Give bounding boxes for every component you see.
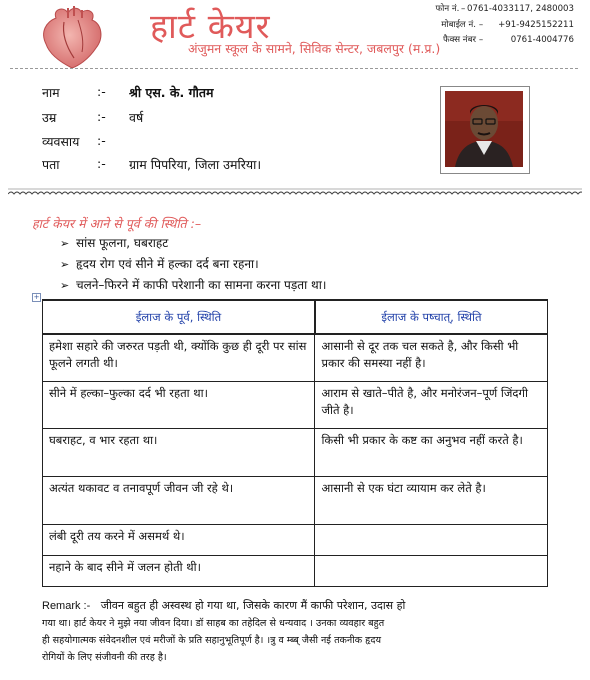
contact-block <box>404 2 574 49</box>
arrow-bullet-icon: ➢ <box>60 237 70 250</box>
field-value: वर्ष <box>129 110 144 125</box>
contact-phone: फोन नं. – 0761-4033117, 2480003 <box>404 2 574 18</box>
brand-title: हार्ट केयर <box>150 7 271 47</box>
bullet-text: हृदय रोग एवं सीने में हल्का दर्द बना रहना। <box>76 257 259 271</box>
remark-line-2: गया था। हार्ट केयर ने मुझे नया जीवन दिया। डॉ साहब का तहेदिल से धन्यवाद । उनका व्यवहार बहुत <box>42 618 385 629</box>
status-title: हार्ट केयर में आने से पूर्व की स्थिति :– <box>32 216 202 231</box>
field-value: श्री एस. के. गौतम <box>129 85 214 100</box>
brand-address: अंजुमन स्कूल के सामने, सिविक सेन्टर, जबलपुर (म.प्र.) <box>188 41 441 56</box>
remark-line-4: रोगियों के लिए संजीवनी की तरह है। <box>42 652 167 663</box>
heart-logo <box>38 4 108 70</box>
arrow-bullet-icon: ➢ <box>60 279 70 292</box>
remark-label: Remark :- <box>42 600 91 612</box>
table-cell <box>315 524 548 555</box>
table-cell: आराम से खाते–पीते है, और मनोरंजन–पूर्ण जिंदगी जीते है। <box>315 381 548 428</box>
column-header-after: ईलाज के पष्चात्, स्थिति <box>315 300 548 334</box>
table-cell <box>315 555 548 586</box>
remark-line-1: जीवन बहुत ही अस्वस्थ हो गया था, जिसके कारण मैं काफी परेशान, उदास हो <box>100 599 406 612</box>
bullet-item <box>60 254 326 275</box>
table-row <box>43 381 548 428</box>
contact-label: मोबाईल नं. <box>441 19 476 30</box>
contact-value: 0761-4004776 <box>510 35 574 45</box>
field-sep: :- <box>97 156 106 171</box>
table-move-handle-icon[interactable]: + <box>33 293 40 301</box>
field-label: उम्र <box>42 110 57 125</box>
header-rule <box>10 68 578 69</box>
field-sep: :- <box>97 133 106 148</box>
contact-value: 0761-4033117, 2480003 <box>467 4 574 14</box>
contact-label: फोन नं. <box>435 4 460 14</box>
table-cell: सीने में हल्का–फुल्का दर्द भी रहता था। <box>43 381 315 428</box>
bullet-text: सांस फूलना, घबराहट <box>76 236 169 250</box>
status-bullets <box>60 233 326 296</box>
arrow-bullet-icon: ➢ <box>60 258 70 271</box>
bullet-text: चलने–फिरने में काफी परेशानी का सामना करना पड़ता था। <box>76 278 327 292</box>
field-sep: :- <box>97 109 106 124</box>
ornamental-divider <box>8 186 582 198</box>
patient-photo-frame <box>440 86 530 174</box>
table-cell: किसी भी प्रकार के कष्ट का अनुभव नहीं करते है। <box>315 428 548 476</box>
bullet-item <box>60 233 326 254</box>
table-header-row <box>43 300 548 334</box>
remark-line-3: ही सहयोगात्मक संवेदनशील एवं मरीजों के प्रति सहानुभूतिपूर्ण है। ।त्रु व म्ब्ब् जैसी नई तकनीक हृदय <box>42 635 382 646</box>
field-label: पता <box>42 157 60 172</box>
table-row <box>43 428 548 476</box>
table-row <box>43 524 548 555</box>
table-cell: लंबी दूरी तय करने में असमर्थ थे। <box>43 524 315 555</box>
table-cell: हमेशा सहारे की जरुरत पड़ती थी, क्योंकि कुछ ही दूरी पर सांस फूलने लगती थी। <box>43 334 315 381</box>
table-cell: आसानी से दूर तक चल सकते है, और किसी भी प्रकार की समस्या नहीं है। <box>315 334 548 381</box>
contact-fax: फैक्स नंबर – 0761-4004776 <box>404 33 574 49</box>
comparison-table <box>42 299 548 587</box>
table-cell: घबराहट, व भार रहता था। <box>43 428 315 476</box>
field-sep: :- <box>97 84 106 99</box>
remark-block <box>42 597 562 666</box>
table-cell: आसानी से एक घंटा व्यायाम कर लेते है। <box>315 476 548 524</box>
table-cell: नहाने के बाद सीने में जलन होती थी। <box>43 555 315 586</box>
bullet-item <box>60 275 326 296</box>
field-value: ग्राम पिपरिया, जिला उमरिया। <box>129 157 262 172</box>
column-header-before: ईलाज के पूर्व, स्थिति <box>43 300 315 334</box>
table-row <box>43 334 548 381</box>
field-label: व्यवसाय <box>42 134 80 149</box>
contact-label: फैक्स नंबर <box>443 35 476 45</box>
table-row <box>43 476 548 524</box>
contact-mobile: मोबाईल नं. – +91-9425152211 <box>404 18 574 34</box>
patient-photo <box>445 91 523 167</box>
table-row <box>43 555 548 586</box>
field-label: नाम <box>42 85 60 100</box>
table-cell: अत्यंत थकावट व तनावपूर्ण जीवन जी रहे थे। <box>43 476 315 524</box>
contact-value: +91-9425152211 <box>498 19 574 30</box>
